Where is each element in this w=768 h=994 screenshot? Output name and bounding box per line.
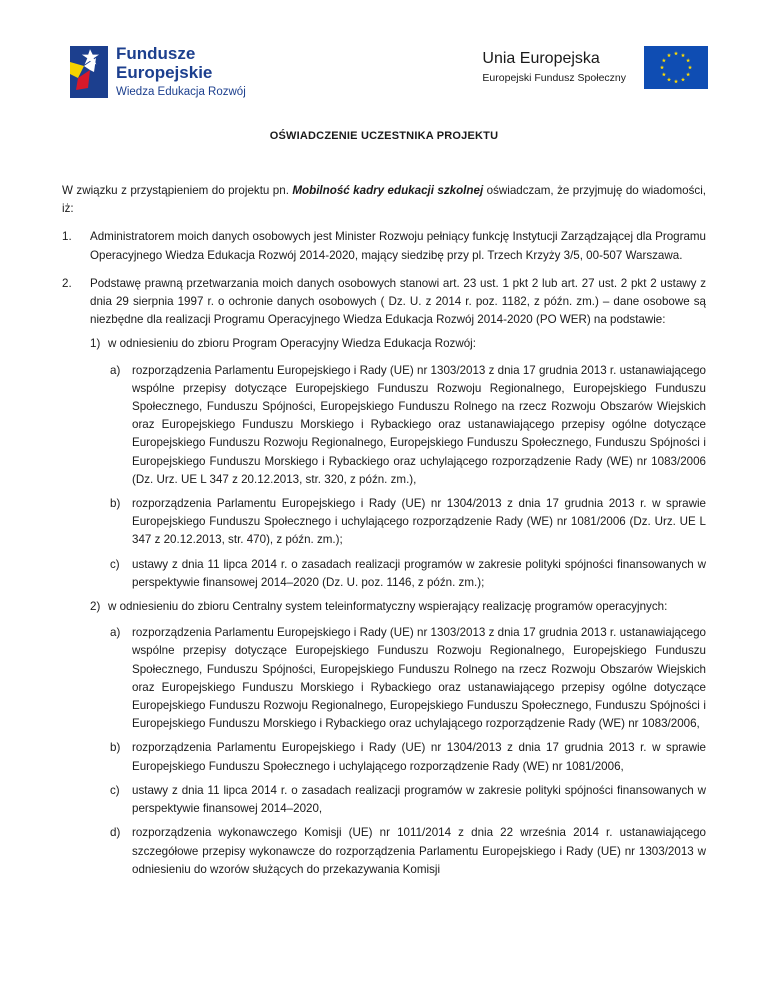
intro-paragraph: [62, 182, 706, 218]
sub-item: [90, 335, 706, 353]
letter-number: b): [110, 741, 121, 755]
letter-number: d): [110, 826, 121, 840]
letter-number: c): [110, 557, 120, 571]
letter-item: [110, 556, 706, 592]
fundusze-europejskie-emblem-icon: [70, 44, 108, 100]
letter-item: [110, 624, 706, 733]
fe-logo-line3: Wiedza Edukacja Rozwój: [116, 86, 246, 98]
letter-item: [110, 824, 706, 879]
letter-item: [110, 495, 706, 550]
project-name: Mobilność kadry edukacji szkolnej: [292, 184, 484, 197]
letter-number: b): [110, 497, 121, 511]
document-body: [62, 182, 706, 895]
list-item: [62, 228, 706, 264]
intro-after: oświadczam, że przyjmuję do wiadomości, iż:: [62, 184, 706, 216]
letter-text: ustawy z dnia 11 lipca 2014 r. o zasadach realizacji programów w zakresie polityki spójności finansowanych w perspektywie finansowej 2014–2020,: [132, 783, 706, 816]
letter-text: ustawy z dnia 11 lipca 2014 r. o zasadach realizacji programów w zakresie polityki spójności finansowanych w perspektywie finansowej 2014–2020 (Dz. U. poz. 1146, z późn. zm.);: [132, 557, 706, 589]
letter-text: rozporządzenia Parlamentu Europejskiego i Rady (UE) nr 1304/2013 z dnia 17 grudnia 2013 r. w sprawie Europejskiego Funduszu Społecznego i uchylającego rozporządzenie Rady (WE) nr 1081/2006,: [132, 741, 706, 773]
intro-before: W związku z przystąpieniem do projektu pn.: [62, 184, 293, 197]
fundusze-europejskie-logo: [70, 44, 246, 100]
item-text: Administratorem moich danych osobowych jest Minister Rozwoju pełniący funkcję Instytucji Zarządzającej dla Programu Operacyjnego Wiedza Edukacja Rozwój 2014-2020, mający siedzibę przy pl. Trzech Krzyży 3/5, 00-507 Warszawa.: [90, 230, 706, 262]
fe-logo-line2: Europejskie: [116, 63, 213, 82]
sub-number: 1): [90, 337, 101, 351]
letter-item: [110, 362, 706, 489]
eu-flag-icon: [644, 46, 708, 89]
sub-item: [90, 598, 706, 616]
sub-text: w odniesieniu do zbioru Centralny system teleinformatyczny wspierający realizację programów operacyjnych:: [108, 600, 668, 614]
item-text: Podstawę prawną przetwarzania moich danych osobowych stanowi art. 23 ust. 1 pkt 2 lub art. 27 ust. 2 pkt 2 ustawy z dnia 29 sierpnia 1997 r. o ochronie danych osobowych ( Dz. U. z 2014 r. poz. 1182, z późn. zm.) – dane osobowe są niezbędne dla realizacji Programu Operacyjnego Wiedza Edukacja Rozwój 2014-2020 (PO WER) na podstawie:: [90, 276, 706, 327]
letter-text: rozporządzenia Parlamentu Europejskiego i Rady (UE) nr 1303/2013 z dnia 17 grudnia 2013 r. ustanawiającego wspólne przepisy dotyczące Europejskiego Funduszu Rozwoju Regionalnego, Europejskiego Funduszu Społecznego, Funduszu Spójności, Europejskiego Funduszu Rolnego na rzecz Rozwoju Obszarów Wiejskich oraz Europejskiego Funduszu Morskiego i Rybackiego oraz ustanawiającego przepisy ogólne dotyczące Europejskiego Funduszu Rozwoju Regionalnego, Europejskiego Funduszu Społecznego, Funduszu Spójności i Europejskiego Funduszu Morskiego i Rybackiego oraz uchylającego rozporządzenie Rady (WE) nr 1083/2006,: [132, 626, 706, 731]
letter-number: a): [110, 626, 121, 640]
letter-number: a): [110, 363, 121, 377]
ue-logo-line1: Unia Europejska: [482, 50, 600, 68]
letter-item: [110, 739, 706, 775]
letter-text: rozporządzenia Parlamentu Europejskiego i Rady (UE) nr 1303/2013 z dnia 17 grudnia 2013 r. ustanawiającego wspólne przepisy dotyczące Europejskiego Funduszu Rozwoju Regionalnego, Europejskiego Funduszu Społecznego, Funduszu Spójności, Europejskiego Funduszu Rolnego na rzecz Rozwoju Obszarów Wiejskich oraz Europejskiego Funduszu Morskiego i Rybackiego oraz ustanawiającego przepisy ogólne dotyczące Europejskiego Funduszu Rozwoju Regionalnego, Europejskiego Funduszu Społecznego, Funduszu Spójności i Europejskiego Funduszu Morskiego i Rybackiego oraz uchylającego rozporządzenie Rady (WE) nr 1083/2006 (Dz. Urz. UE L 347 z 20.12.2013, str. 320, z późn. zm.),: [132, 363, 706, 486]
item-number: 1.: [62, 230, 72, 244]
fe-logo-line1: Fundusze: [116, 44, 196, 63]
sub-number: 2): [90, 600, 101, 614]
ue-logo-line2: Europejski Fundusz Społeczny: [482, 72, 626, 85]
document-title: OŚWIADCZENIE UCZESTNIKA PROJEKTU: [269, 130, 499, 142]
letter-text: rozporządzenia Parlamentu Europejskiego i Rady (UE) nr 1304/2013 z dnia 17 grudnia 2013 r. w sprawie Europejskiego Funduszu Społecznego i uchylającego rozporządzenie Rady (WE) nr 1081/2006 (Dz. Urz. UE L 347 z 20.12.2013, str. 470), z późn. zm.);: [132, 497, 706, 547]
letter-text: rozporządzenia wykonawczego Komisji (UE) nr 1011/2014 z dnia 22 września 2014 r. ustanawiającego szczegółowe przepisy wykonawcze do rozporządzenia Parlamentu Europejskiego i Rady (UE) nr 1303/2013 w odniesieniu do wzorów służących do przekazywania Komisji: [132, 826, 706, 876]
list-item: [62, 275, 706, 885]
item-content: [90, 275, 706, 885]
letter-number: c): [110, 783, 120, 797]
unia-europejska-logo: [482, 46, 708, 89]
item-number: 2.: [62, 276, 72, 290]
sub-text: w odniesieniu do zbioru Program Operacyjny Wiedza Edukacja Rozwój:: [108, 337, 476, 351]
letter-item: [110, 782, 706, 818]
